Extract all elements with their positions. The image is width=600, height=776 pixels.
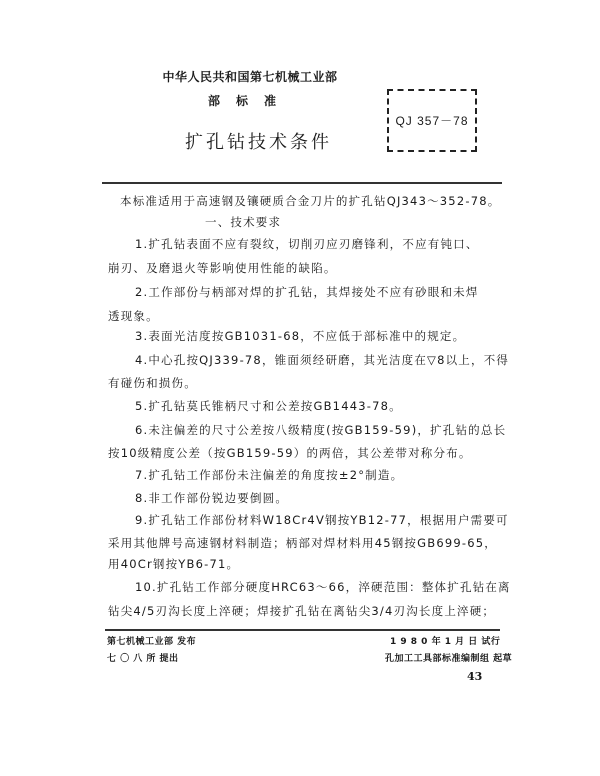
- body-line: 9.扩孔钻工作部份材料W18Cr4V钢按YB12-77，根据用户需要可: [135, 513, 509, 527]
- body-line: 有碰伤和损伤。: [108, 376, 197, 390]
- body-line: 钻尖4/5刃沟长度上淬硬；焊接扩孔钻在离钻尖3/4刃沟长度上淬硬；: [108, 604, 496, 618]
- body-line: 采用其他牌号高速钢材料制造；柄部对焊材料用45钢按GB699-65，: [108, 536, 497, 550]
- footer-drafter: 孔加工工具部标准编制组 起草: [385, 654, 513, 664]
- body-line: 4.中心孔按QJ339-78，锥面须经研磨，其光洁度在▽8以上，不得: [135, 353, 510, 367]
- standard-number-box: [387, 89, 477, 152]
- footer-date: 1 9 8 0 年 1 月 日 试行: [390, 637, 501, 647]
- section-heading: 一、技术要求: [205, 215, 282, 229]
- standard-type: 部标准: [207, 94, 292, 108]
- body-line: 6.未注偏差的尺寸公差按八级精度(按GB159-59)，扩孔钻的总长: [135, 423, 507, 437]
- body-line: 10.扩孔钻工作部分硬度HRC63～66，淬硬范围：整体扩孔钻在离: [135, 580, 511, 594]
- ministry-name: 中华人民共和国第七机械工业部: [162, 70, 338, 84]
- body-line: 5.扩孔钻莫氏锥柄尺寸和公差按GB1443-78。: [135, 399, 402, 413]
- intro-paragraph: 本标准适用于高速钢及镶硬质合金刀片的扩孔钻QJ343～352-78。: [120, 194, 501, 208]
- document-title: 扩孔钻技术条件: [185, 132, 332, 153]
- body-line: 2.工作部份与柄部对焊的扩孔钻，其焊接处不应有砂眼和未焊: [135, 285, 479, 299]
- body-line: 按10级精度公差（按GB159-59）的两倍，其公差带对称分布。: [108, 446, 472, 460]
- body-line: 8.非工作部份锐边要倒圆。: [135, 491, 289, 505]
- body-line: 3.表面光洁度按GB1031-68，不应低于部标准中的规定。: [135, 329, 466, 343]
- page-number: 43: [467, 670, 483, 683]
- top-divider: [102, 182, 502, 184]
- standard-number: QJ 357－78: [395, 114, 469, 128]
- footer-issuer: 第七机械工业部 发布: [107, 637, 197, 647]
- footer-proposer: 七 〇 八 所 提出: [107, 654, 179, 664]
- body-line: 崩刃、及磨退火等影响使用性能的缺陷。: [108, 261, 337, 275]
- body-line: 1.扩孔钻表面不应有裂纹，切削刃应刃磨锋利，不应有钝口、: [135, 237, 479, 251]
- body-line: 透现象。: [108, 309, 159, 323]
- body-line: 7.扩孔钻工作部份未注偏差的角度按±2°制造。: [135, 468, 404, 482]
- body-line: 用40Cr钢按YB6-71。: [108, 557, 240, 571]
- bottom-divider: [105, 629, 500, 631]
